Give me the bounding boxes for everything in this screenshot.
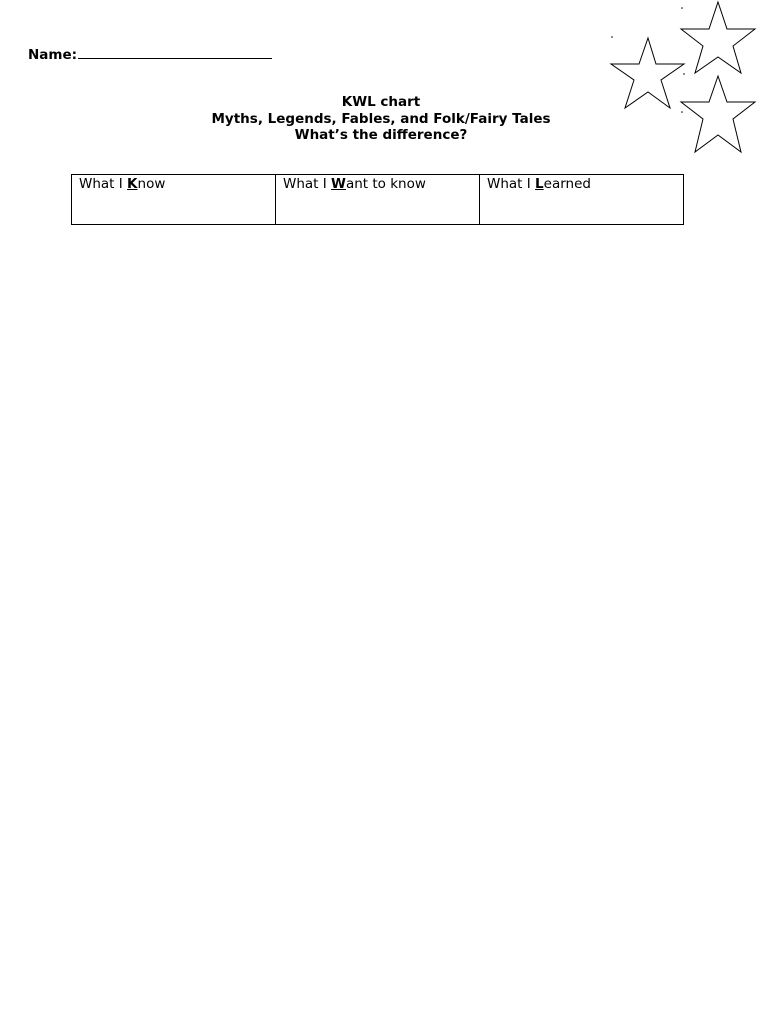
name-blank-line[interactable]: [78, 44, 272, 59]
learned-suffix: earned: [543, 176, 591, 192]
know-key-letter: K: [127, 176, 138, 192]
name-field[interactable]: [28, 44, 272, 63]
know-suffix: now: [137, 176, 166, 192]
star-icon: [611, 38, 684, 108]
kwl-table: [71, 174, 684, 225]
learned-column-cell[interactable]: [480, 175, 684, 225]
chart-title: KWL chart: [341, 94, 421, 110]
want-suffix: ant to know: [345, 176, 426, 192]
kwl-header-row: [72, 175, 684, 225]
question-title: What’s the difference?: [294, 127, 468, 143]
know-prefix: What I: [79, 176, 128, 192]
topic-title: Myths, Legends, Fables, and Folk/Fairy Tales: [211, 110, 551, 127]
star-icon: [681, 2, 755, 73]
want-column-cell[interactable]: [276, 175, 480, 225]
star-icon: [681, 76, 755, 152]
learned-key-letter: L: [535, 176, 544, 192]
stars-decoration: [600, 0, 768, 160]
know-column-cell[interactable]: [72, 175, 276, 225]
learned-prefix: What I: [487, 176, 536, 192]
want-prefix: What I: [283, 176, 332, 192]
name-label: Name:: [28, 47, 78, 63]
want-key-letter: W: [331, 176, 346, 192]
